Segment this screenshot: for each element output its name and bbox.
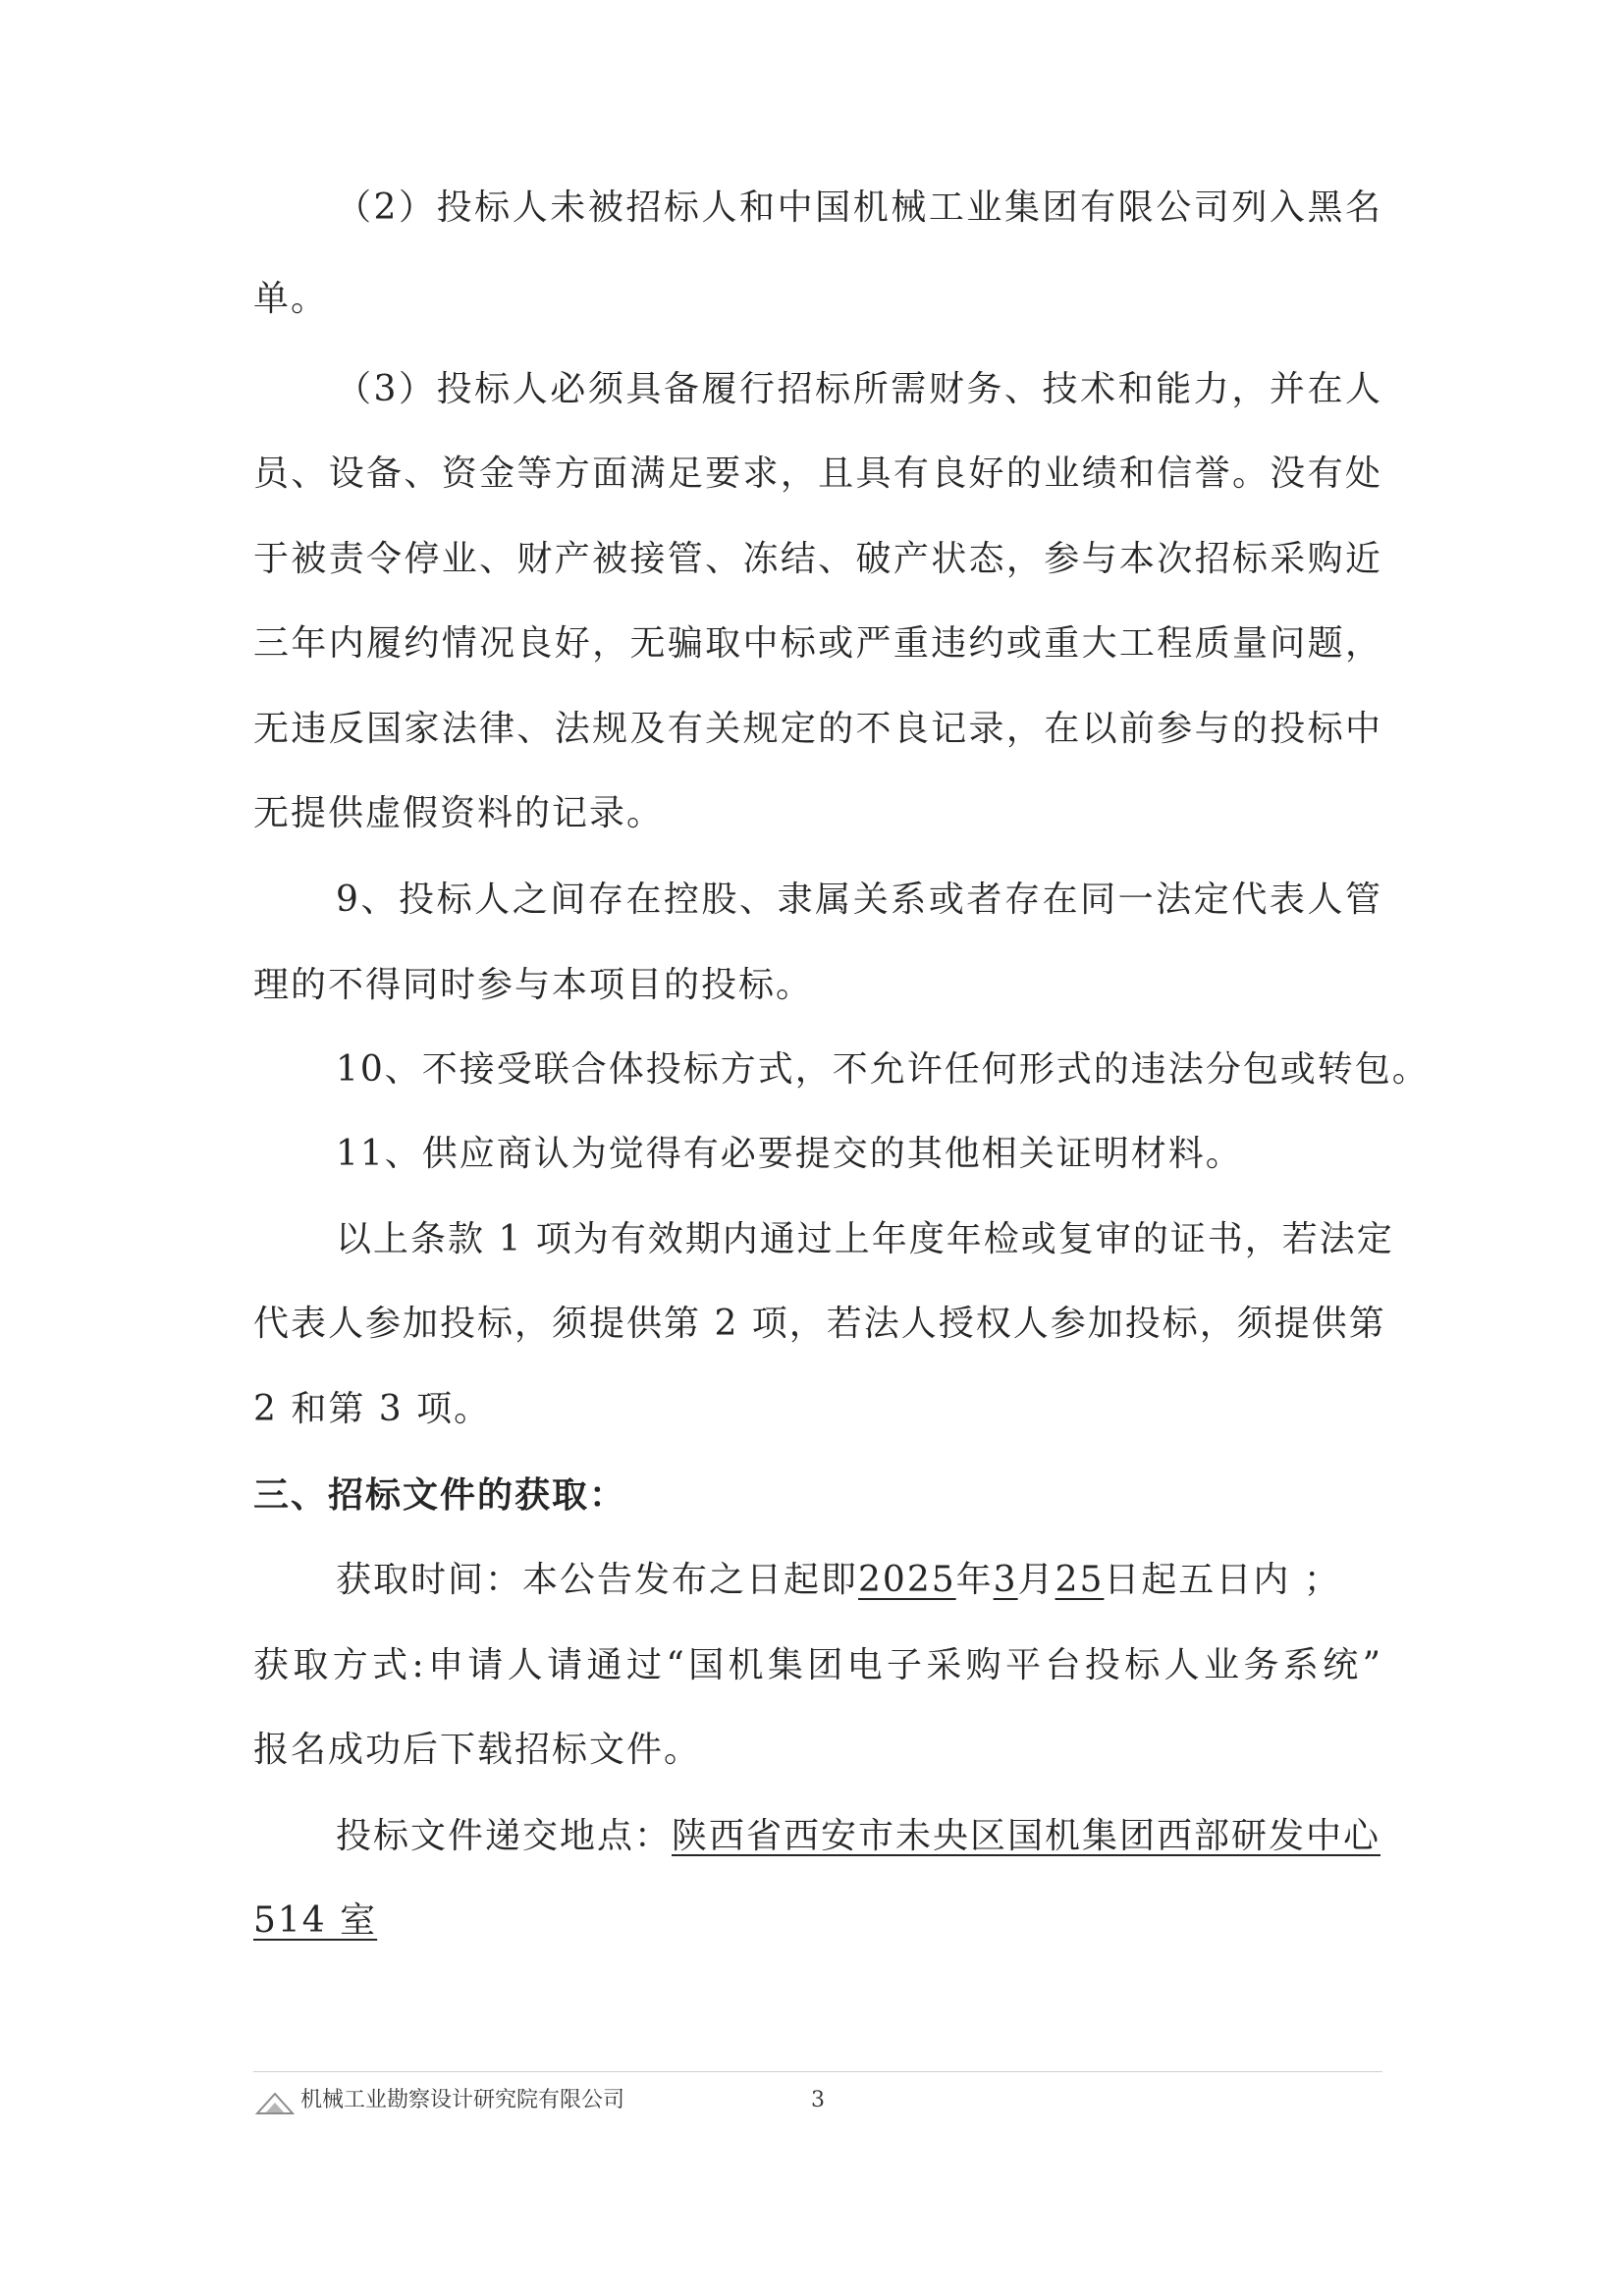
note-line-2: 代表人参加投标，须提供第 2 项，若法人授权人参加投标，须提供第 (253, 1304, 1386, 1344)
acquire-day: 25 (1055, 1560, 1105, 1600)
clause-3-line-4: 三年内履约情况良好，无骗取中标或严重违约或重大工程质量问题， (253, 623, 1382, 664)
clause-9-line-1: 9、投标人之间存在控股、隶属关系或者存在同一法定代表人管 (336, 880, 1382, 920)
acquire-month-unit: 月 (1017, 1560, 1055, 1600)
clause-11: 11、供应商认为觉得有必要提交的其他相关证明材料。 (336, 1134, 1243, 1174)
page-number: 3 (811, 2088, 825, 2112)
clause-3-line-2: 员、设备、资金等方面满足要求，且具有良好的业绩和信誉。没有处 (253, 454, 1382, 494)
acquire-year-unit: 年 (955, 1560, 994, 1600)
section-3-heading: 三、招标文件的获取： (253, 1474, 627, 1516)
submit-location-value: 陕西省西安市未央区国机集团西部研发中心 (672, 1816, 1381, 1856)
clause-3-line-3: 于被责令停业、财产被接管、冻结、破产状态，参与本次招标采购近 (253, 539, 1382, 579)
acquire-method-line-2: 报名成功后下载招标文件。 (253, 1730, 702, 1770)
submit-location-room: 514 室 (253, 1900, 378, 1941)
submit-location-line-2 (253, 1896, 1382, 1946)
clause-3-line-1: （3）投标人必须具备履行招标所需财务、技术和能力，并在人 (336, 369, 1382, 409)
acquire-method-line-1: 获取方式:申请人请通过“国机集团电子采购平台投标人业务系统” (253, 1645, 1382, 1685)
submit-location (336, 1812, 1382, 1861)
note-line-1: 以上条款 1 项为有效期内通过上年度年检或复审的证书，若法定 (336, 1219, 1394, 1259)
acquire-month: 3 (993, 1560, 1018, 1600)
acquire-time-label: 获取时间：本公告发布之日起即 (336, 1560, 859, 1600)
footer-company-name: 机械工业勘察设计研究院有限公司 (300, 2088, 625, 2112)
acquire-time-suffix: 日起五日内 ； (1104, 1560, 1341, 1600)
note-line-3: 2 和第 3 项。 (253, 1389, 492, 1429)
company-logo-icon (255, 2090, 295, 2115)
clause-9-line-2: 理的不得同时参与本项目的投标。 (253, 965, 814, 1005)
clause-10: 10、不接受联合体投标方式，不允许任何形式的违法分包或转包。 (336, 1049, 1430, 1090)
clause-3-line-5: 无违反国家法律、法规及有关规定的不良记录，在以前参与的投标中 (253, 709, 1382, 749)
clause-3-line-6: 无提供虚假资料的记录。 (253, 793, 665, 833)
submit-location-label: 投标文件递交地点： (336, 1816, 673, 1856)
clause-2-line-1: （2）投标人未被招标人和中国机械工业集团有限公司列入黑名 (336, 187, 1382, 228)
clause-2-line-2: 单。 (253, 279, 329, 319)
page-footer (253, 2071, 1382, 2131)
acquire-year: 2025 (858, 1560, 956, 1600)
acquire-time (336, 1556, 1382, 1605)
